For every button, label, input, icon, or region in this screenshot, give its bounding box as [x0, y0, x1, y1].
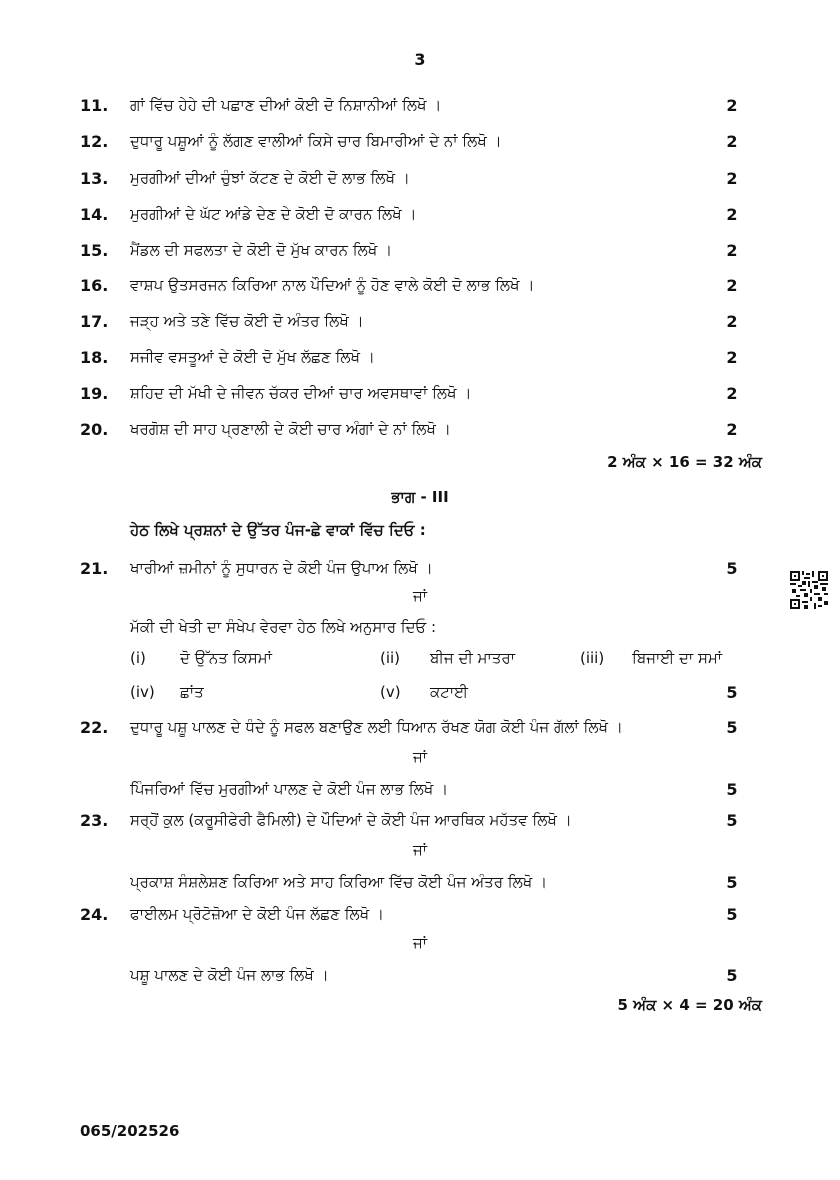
- footer-code: 065/202526: [80, 1122, 180, 1140]
- subpart-label: (iv): [130, 683, 155, 701]
- question-number: 17.: [80, 312, 109, 331]
- question-number: 22.: [80, 718, 109, 737]
- question-text: ਗਾਂ ਵਿੱਚ ਹੇਹੇ ਦੀ ਪਛਾਣ ਦੀਆਂ ਕੋਈ ਦੋ ਨਿਸ਼ਾਨੀਆਂ ਲਿਖੋ ।: [130, 96, 442, 114]
- question-number: 14.: [80, 205, 109, 224]
- subpart-text: ਦੋ ਉੱਨਤ ਕਿਸਮਾਂ: [180, 649, 272, 667]
- question-alt-text: ਪਿੰਜਰਿਆਂ ਵਿੱਚ ਮੁਰਗੀਆਂ ਪਾਲਣ ਦੇ ਕੋਈ ਪੰਜ ਲਾਭ ਲਿਖੋ ।: [130, 780, 449, 798]
- question-marks: 5: [726, 718, 738, 737]
- question-alt-text: ਪ੍ਰਕਾਸ਼ ਸੰਸ਼ਲੇਸ਼ਣ ਕਿਰਿਆ ਅਤੇ ਸਾਹ ਕਿਰਿਆ ਵਿੱਚ ਕੋਈ ਪੰਜ ਅੰਤਰ ਲਿਖੋ ।: [130, 873, 548, 891]
- or-separator: ਜਾਂ: [412, 748, 428, 766]
- subpart-label: (v): [380, 683, 401, 701]
- question-text: ਮੈਂਡਲ ਦੀ ਸਫਲਤਾ ਦੇ ਕੋਈ ਦੋ ਮੁੱਖ ਕਾਰਨ ਲਿਖੋ ।: [130, 241, 393, 259]
- question-number: 21.: [80, 559, 109, 578]
- section-3-heading: ਭਾਗ - III: [391, 488, 449, 506]
- question-number: 19.: [80, 384, 109, 403]
- question-text: ਦੁਧਾਰੂ ਪਸ਼ੂਆਂ ਨੂੰ ਲੱਗਣ ਵਾਲੀਆਂ ਕਿਸੇ ਚਾਰ ਬਿਮਾਰੀਆਂ ਦੇ ਨਾਂ ਲਿਖੋ ।: [130, 132, 502, 150]
- subpart-text: ਛਾਂਤ: [180, 683, 204, 701]
- question-marks: 2: [726, 276, 738, 295]
- question-text: ਸਜੀਵ ਵਸਤੂਆਂ ਦੇ ਕੋਈ ਦੋ ਮੁੱਖ ਲੱਛਣ ਲਿਖੋ ।: [130, 348, 375, 366]
- or-separator: ਜਾਂ: [412, 841, 428, 859]
- question-alt-text: ਪਸ਼ੂ ਪਾਲਣ ਦੇ ਕੋਈ ਪੰਜ ਲਾਭ ਲਿਖੋ ।: [130, 966, 329, 984]
- question-text: ਖਰਗੋਸ਼ ਦੀ ਸਾਹ ਪ੍ਰਣਾਲੀ ਦੇ ਕੋਈ ਚਾਰ ਅੰਗਾਂ ਦੇ ਨਾਂ ਲਿਖੋ ।: [130, 420, 451, 438]
- question-number: 20.: [80, 420, 109, 439]
- question-marks: 5: [726, 873, 738, 892]
- question-text: ਸ਼ਹਿਦ ਦੀ ਮੱਖੀ ਦੇ ਜੀਵਨ ਚੱਕਰ ਦੀਆਂ ਚਾਰ ਅਵਸਥਾਵਾਂ ਲਿਖੋ ।: [130, 384, 472, 402]
- subpart-label: (i): [130, 649, 146, 667]
- question-marks: 2: [726, 96, 738, 115]
- section-3-instruction: ਹੇਠ ਲਿਖੇ ਪ੍ਰਸ਼ਨਾਂ ਦੇ ਉੱਤਰ ਪੰਜ-ਛੇ ਵਾਕਾਂ ਵਿੱਚ ਦਿਓ :: [130, 521, 426, 539]
- question-marks: 5: [726, 811, 738, 830]
- question-marks: 2: [726, 420, 738, 439]
- question-marks: 5: [726, 683, 738, 702]
- question-text: ਫਾਈਲਮ ਪ੍ਰੋਟੋਜ਼ੋਆ ਦੇ ਕੋਈ ਪੰਜ ਲੱਛਣ ਲਿਖੋ ।: [130, 905, 384, 923]
- subpart-text: ਕਟਾਈ: [430, 683, 469, 701]
- question-marks: 2: [726, 312, 738, 331]
- question-marks: 2: [726, 132, 738, 151]
- question-text: ਵਾਸ਼ਪ ਉਤਸਰਜਨ ਕਿਰਿਆ ਨਾਲ ਪੌਦਿਆਂ ਨੂੰ ਹੋਣ ਵਾਲੇ ਕੋਈ ਦੋ ਲਾਭ ਲਿਖੋ ।: [130, 276, 535, 294]
- section-2-total: 2 ਅੰਕ × 16 = 32 ਅੰਕ: [607, 453, 762, 471]
- question-number: 13.: [80, 169, 109, 188]
- or-separator: ਜਾਂ: [412, 587, 428, 605]
- subpart-text: ਬਿਜਾਈ ਦਾ ਸਮਾਂ: [632, 649, 723, 667]
- question-marks: 2: [726, 348, 738, 367]
- question-text: ਸਰ੍ਹੋਂ ਕੁਲ (ਕਰੂਸੀਫੇਰੀ ਫੈਮਿਲੀ) ਦੇ ਪੌਦਿਆਂ ਦੇ ਕੋਈ ਪੰਜ ਆਰਥਿਕ ਮਹੱਤਵ ਲਿਖੋ ।: [130, 811, 572, 829]
- subpart-label: (iii): [580, 649, 605, 667]
- question-marks: 5: [726, 966, 738, 985]
- question-number: 16.: [80, 276, 109, 295]
- or-separator: ਜਾਂ: [412, 934, 428, 952]
- question-number: 24.: [80, 905, 109, 924]
- question-marks: 5: [726, 780, 738, 799]
- question-number: 12.: [80, 132, 109, 151]
- question-text: ਖਾਰੀਆਂ ਜ਼ਮੀਨਾਂ ਨੂੰ ਸੁਧਾਰਨ ਦੇ ਕੋਈ ਪੰਜ ਉਪਾਅ ਲਿਖੋ ।: [130, 559, 433, 577]
- question-text: ਜੜ੍ਹ ਅਤੇ ਤਣੇ ਵਿੱਚ ਕੋਈ ਦੋ ਅੰਤਰ ਲਿਖੋ ।: [130, 312, 364, 330]
- question-marks: 5: [726, 905, 738, 924]
- question-number: 11.: [80, 96, 109, 115]
- question-text: ਮੁਰਗੀਆਂ ਦੀਆਂ ਚੁੰਝਾਂ ਕੱਟਣ ਦੇ ਕੋਈ ਦੋ ਲਾਭ ਲਿਖੋ ।: [130, 169, 410, 187]
- question-number: 15.: [80, 241, 109, 260]
- subpart-label: (ii): [380, 649, 401, 667]
- question-text: ਦੁਧਾਰੂ ਪਸ਼ੂ ਪਾਲਣ ਦੇ ਧੰਦੇ ਨੂੰ ਸਫਲ ਬਣਾਉਣ ਲਈ ਧਿਆਨ ਰੱਖਣ ਯੋਗ ਕੋਈ ਪੰਜ ਗੱਲਾਂ ਲਿਖੋ ।: [130, 718, 623, 736]
- subpart-text: ਬੀਜ ਦੀ ਮਾਤਰਾ: [430, 649, 516, 667]
- question-marks: 2: [726, 384, 738, 403]
- question-marks: 2: [726, 241, 738, 260]
- question-text: ਮੁਰਗੀਆਂ ਦੇ ਘੱਟ ਆਂਡੇ ਦੇਣ ਦੇ ਕੋਈ ਦੋ ਕਾਰਨ ਲਿਖੋ ।: [130, 205, 417, 223]
- page-number: 3: [414, 50, 426, 69]
- question-alt-text: ਮੱਕੀ ਦੀ ਖੇਤੀ ਦਾ ਸੰਖੇਪ ਵੇਰਵਾ ਹੇਠ ਲਿਖੇ ਅਨੁਸਾਰ ਦਿਓ :: [130, 618, 437, 636]
- question-number: 23.: [80, 811, 109, 830]
- question-marks: 2: [726, 205, 738, 224]
- question-marks: 5: [726, 559, 738, 578]
- qr-code-icon: [790, 571, 828, 609]
- question-number: 18.: [80, 348, 109, 367]
- question-marks: 2: [726, 169, 738, 188]
- section-3-total: 5 ਅੰਕ × 4 = 20 ਅੰਕ: [617, 996, 762, 1014]
